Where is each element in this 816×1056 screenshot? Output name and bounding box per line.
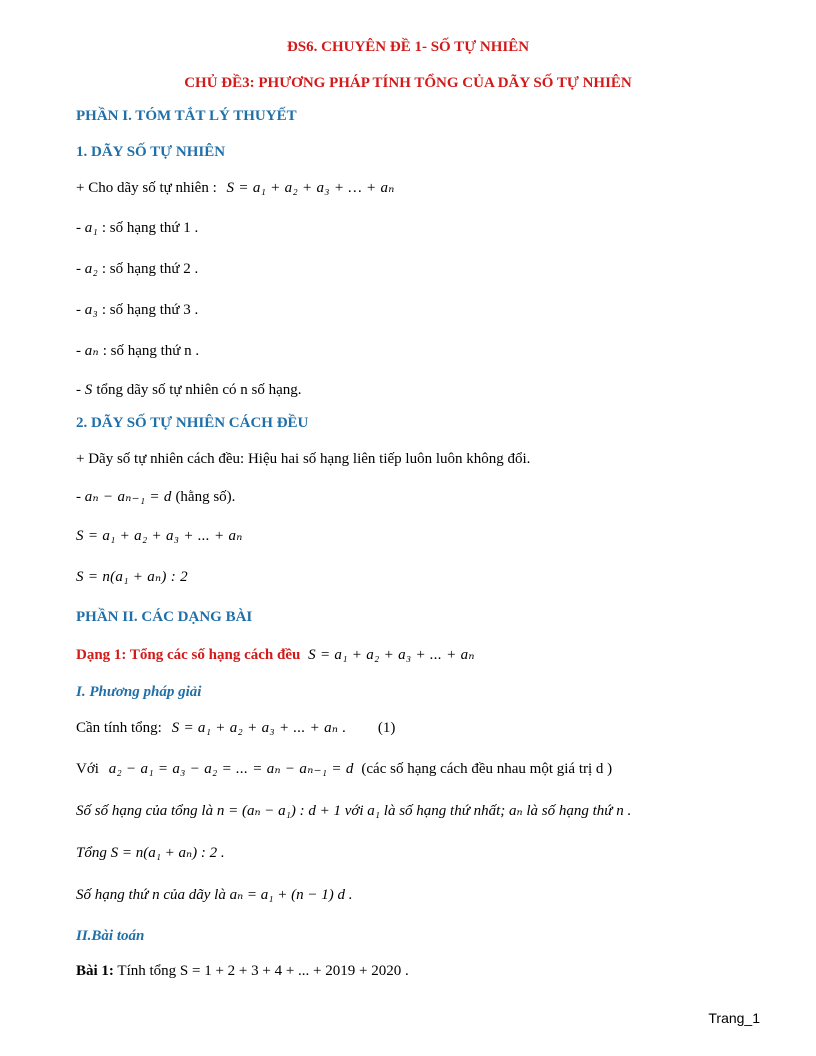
section1-heading: 1. DÃY SỐ TỰ NHIÊN xyxy=(76,144,226,160)
need-sum-line xyxy=(76,718,395,738)
dang1-line xyxy=(76,645,475,665)
term-text: : số hạng thứ 2 . xyxy=(101,261,199,277)
bai1-text: Tính tổng S = 1 + 2 + 3 + 4 + ... + 2019 + 2020 . xyxy=(117,963,409,979)
topic-title: CHỦ ĐỀ3: PHƯƠNG PHÁP TÍNH TỔNG CỦA DÃY SỐ TỰ NHIÊN xyxy=(184,75,632,91)
term-symbol: a₃ xyxy=(84,302,99,318)
count-line: Số số hạng của tổng là n = (aₙ − a₁) : d + 1 với a₁ là số hạng thứ nhất; aₙ là số hạng thứ n . xyxy=(76,803,632,819)
term-item-1: - a₁ : số hạng thứ 1 . xyxy=(76,220,199,236)
term-text: : số hạng thứ n . xyxy=(102,343,200,359)
term-text: : số hạng thứ 3 . xyxy=(101,302,199,318)
part1-heading: PHẦN I. TÓM TẮT LÝ THUYẾT xyxy=(76,108,297,124)
diff-note: (hằng số). xyxy=(175,489,236,505)
sec1-intro-line xyxy=(76,178,395,198)
sec2-diff-line: - aₙ − aₙ₋₁ = d (hằng số). xyxy=(76,489,236,505)
bai1-label: Bài 1: xyxy=(76,963,114,979)
sum-symbol: S xyxy=(84,382,93,398)
need-sum-formula: S = a₁ + a₂ + a₃ + ... + aₙ . xyxy=(171,720,347,736)
need-sum-text: Cần tính tổng: xyxy=(76,720,162,736)
equation-ref: (1) xyxy=(377,720,396,736)
term-symbol: aₙ xyxy=(84,343,99,359)
problems-heading: II.Bài toán xyxy=(76,928,145,944)
term-symbol: a₁ xyxy=(84,220,99,236)
term-item-3: - a₃ : số hạng thứ 3 . xyxy=(76,302,199,318)
sec2-sum-formula: S = a₁ + a₂ + a₃ + ... + aₙ xyxy=(76,528,243,544)
nth-term-line: Số hạng thứ n của dãy là aₙ = a₁ + (n − 1) d . xyxy=(76,887,353,903)
with-label: Với xyxy=(76,761,99,777)
diff-formula: aₙ − aₙ₋₁ = d xyxy=(84,489,172,505)
page-footer: Trang_1 xyxy=(708,1010,760,1026)
document-title: ĐS6. CHUYÊN ĐỀ 1- SỐ TỰ NHIÊN xyxy=(286,39,530,55)
term-item-2: - a₂ : số hạng thứ 2 . xyxy=(76,261,199,277)
term-symbol: a₂ xyxy=(84,261,99,277)
term-item-n: - aₙ : số hạng thứ n . xyxy=(76,343,200,359)
bai1-line xyxy=(76,961,409,981)
sum-definition: - S tổng dãy số tự nhiên có n số hạng. xyxy=(76,382,302,398)
section2-heading: 2. DÃY SỐ TỰ NHIÊN CÁCH ĐỀU xyxy=(76,415,309,431)
sum-text: tổng dãy số tự nhiên có n số hạng. xyxy=(96,382,302,398)
dang1-formula: S = a₁ + a₂ + a₃ + ... + aₙ xyxy=(308,647,475,663)
part2-heading: PHẦN II. CÁC DẠNG BÀI xyxy=(76,609,253,625)
method-heading: I. Phương pháp giải xyxy=(76,684,202,700)
dang1-label: Dạng 1: Tổng các số hạng cách đều xyxy=(76,647,301,663)
sec1-intro-text: + Cho dãy số tự nhiên : xyxy=(76,180,217,196)
sec2-intro: + Dãy số tự nhiên cách đều: Hiệu hai số hạng liên tiếp luôn luôn không đổi. xyxy=(76,451,531,467)
sec1-formula: S = a₁ + a₂ + a₃ + … + aₙ xyxy=(226,180,395,196)
with-formula: a₂ − a₁ = a₃ − a₂ = ... = aₙ − aₙ₋₁ = d xyxy=(108,761,354,777)
with-line xyxy=(76,759,612,779)
sec2-sum-formula-2: S = n(a₁ + aₙ) : 2 xyxy=(76,569,188,585)
total-line: Tổng S = n(a₁ + aₙ) : 2 . xyxy=(76,845,225,861)
term-text: : số hạng thứ 1 . xyxy=(101,220,199,236)
with-note: (các số hạng cách đều nhau một giá trị d ) xyxy=(361,761,613,777)
